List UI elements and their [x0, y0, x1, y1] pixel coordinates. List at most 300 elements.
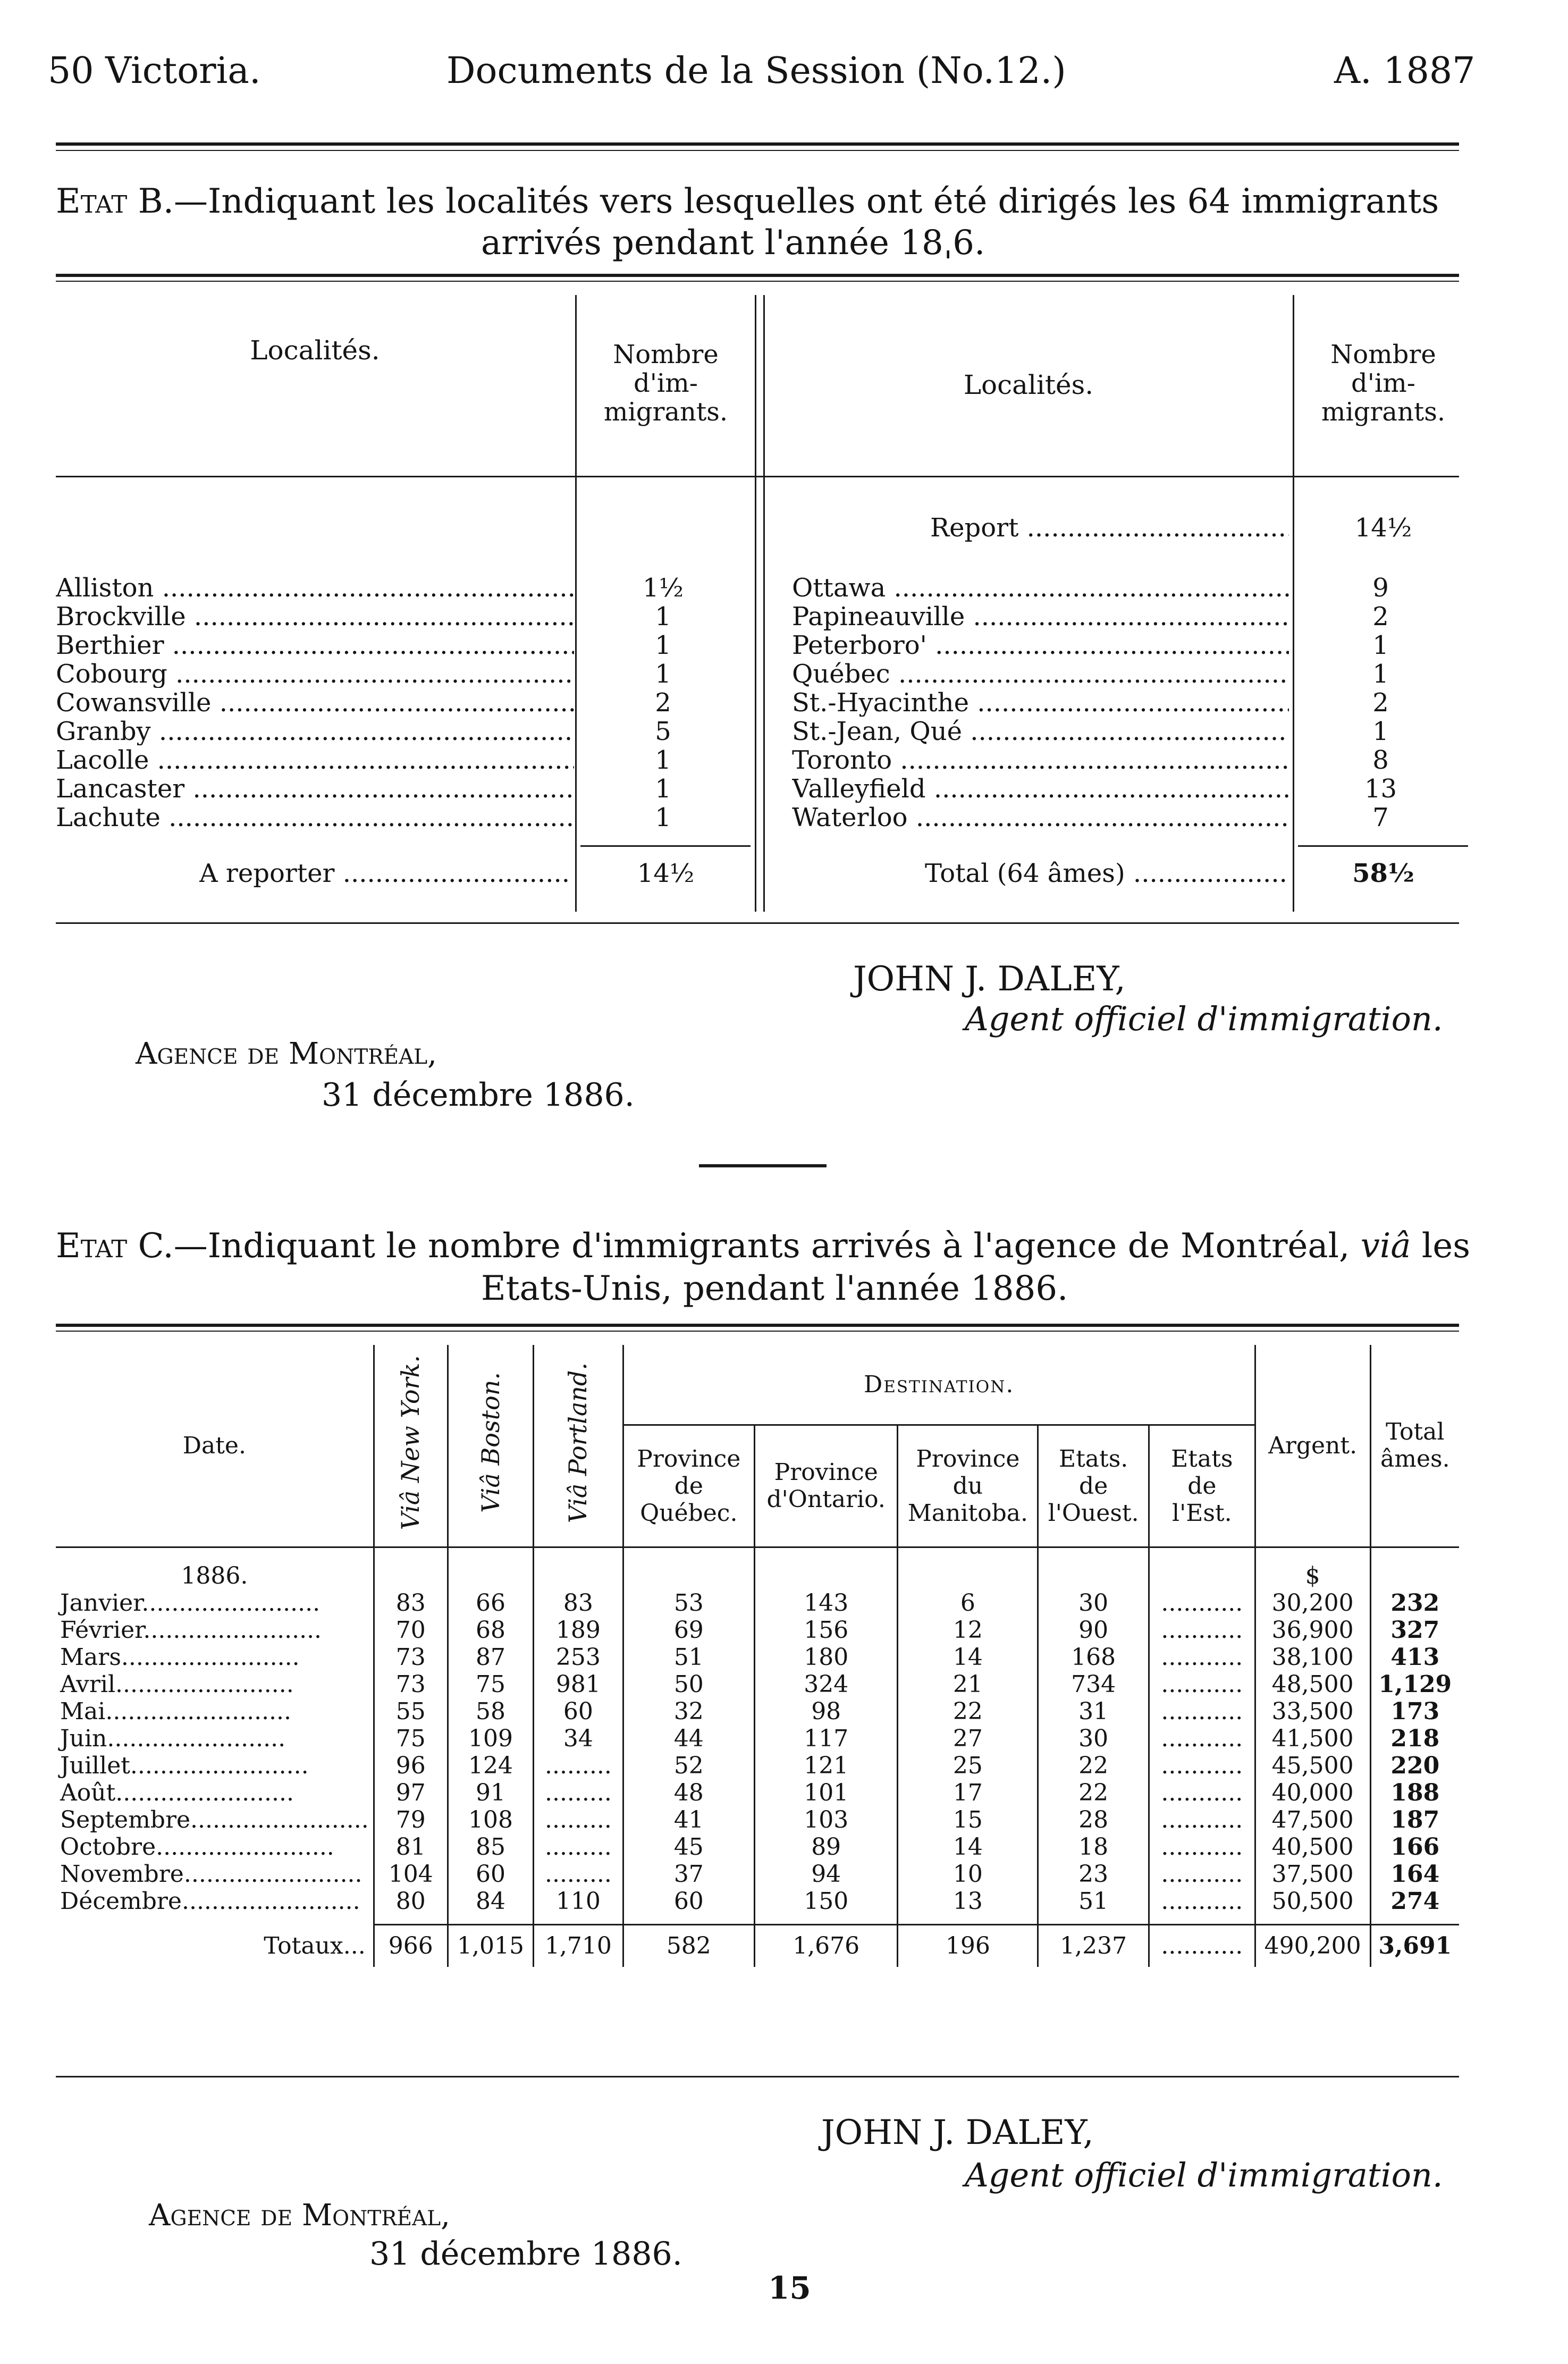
total-label-text: Total (64 âmes): [925, 859, 1125, 888]
col-ontario-line: d'Ontario.: [766, 1486, 886, 1513]
row-name: Valleyfield: [792, 774, 926, 803]
cell-est: ...........: [1149, 1698, 1255, 1725]
etat-c-title-line2: Etats-Unis, pendant l'année 1886.: [481, 1269, 1068, 1308]
month-cell: Octobre........................: [56, 1833, 374, 1861]
col-nombre-line: migrants.: [1321, 397, 1446, 427]
cell-argent: 40,500: [1255, 1833, 1370, 1861]
cell-est: ...........: [1149, 1617, 1255, 1644]
blank-cell: [1038, 1915, 1149, 1924]
blank-cell: [534, 1915, 623, 1924]
etat-b-right-rows: [792, 573, 1472, 831]
signature-2-agency: Agence de Montréal,: [149, 2198, 450, 2233]
month-label: Août: [60, 1779, 116, 1806]
cell-manitoba: 15: [898, 1806, 1038, 1833]
cell-boston: 109: [448, 1725, 533, 1752]
year-cell: 1886.: [56, 1547, 374, 1589]
cell-manitoba: 12: [898, 1617, 1038, 1644]
col-ontario-line: Province: [774, 1459, 878, 1486]
row-value: 7: [1372, 803, 1389, 832]
cell-ny: 97: [374, 1779, 448, 1806]
table-row: [56, 1617, 1459, 1644]
cell-est: ...........: [1149, 1779, 1255, 1806]
row-name: Peterboro': [792, 630, 927, 659]
cell-portland: 60: [534, 1698, 623, 1725]
row-name: Lachute: [56, 803, 161, 831]
row-value: 1: [655, 659, 671, 689]
list-item: [792, 602, 1472, 630]
etat-c-body: [56, 1547, 1459, 1915]
blank-cell: [374, 1915, 448, 1924]
cell-argent: 41,500: [1255, 1725, 1370, 1752]
cell-total: 232: [1390, 1589, 1440, 1617]
etat-b-bottom-rule: [56, 922, 1459, 924]
header-right: A. 1887: [1334, 50, 1476, 92]
col-argent: Argent.: [1255, 1345, 1370, 1547]
cell-ny: 70: [374, 1617, 448, 1644]
cell-ontario: 324: [754, 1671, 897, 1698]
cell-total: 220: [1390, 1752, 1440, 1779]
etat-b-left-total-label: [199, 859, 571, 888]
cell-manitoba: 10: [898, 1861, 1038, 1888]
cell-ny: 73: [374, 1644, 448, 1671]
cell-quebec: 50: [623, 1671, 754, 1698]
table-row: [56, 1861, 1459, 1888]
header-rule-thin: [56, 150, 1459, 151]
dollar-cell: $: [1255, 1547, 1370, 1589]
table-row: [56, 1888, 1459, 1915]
col-via-boston: [448, 1345, 533, 1547]
month-label: Janvier: [60, 1589, 142, 1617]
month-cell: Avril........................: [56, 1671, 374, 1698]
etat-b-col-nombre-right: [1294, 340, 1472, 426]
cell-quebec: 52: [623, 1752, 754, 1779]
signature-2-name: JOHN J. DALEY,: [821, 2113, 1094, 2152]
month-cell: Août........................: [56, 1779, 374, 1806]
cell-ontario: 121: [754, 1752, 897, 1779]
totals-label: Totaux...: [56, 1924, 374, 1967]
list-item: [56, 688, 757, 717]
signature-2-date: 31 décembre 1886.: [369, 2235, 682, 2273]
cell-est: ...........: [1149, 1671, 1255, 1698]
month-label: Avril: [60, 1671, 116, 1698]
cell-quebec: 69: [623, 1617, 754, 1644]
row-name: Waterloo: [792, 803, 908, 831]
blank-cell: [534, 1547, 623, 1589]
row-name: St.-Jean, Qué: [792, 717, 963, 745]
list-item: [792, 774, 1472, 803]
month-label: Février: [60, 1617, 144, 1644]
cell-ontario: 98: [754, 1698, 897, 1725]
blank-cell: [1370, 1915, 1459, 1924]
cell-portland: 981: [534, 1671, 623, 1698]
cell-est: ...........: [1149, 1806, 1255, 1833]
header-left: 50 Victoria.: [48, 50, 261, 92]
cell-manitoba: 22: [898, 1698, 1038, 1725]
month-cell: Mai.........................: [56, 1698, 374, 1725]
row-value: 1: [655, 774, 671, 804]
blank-cell: [898, 1547, 1038, 1589]
col-via-ny-text: Viâ New York.: [396, 1355, 425, 1530]
month-label: Novembre: [60, 1861, 184, 1888]
etat-c-title-line1-post: les: [1411, 1226, 1471, 1266]
total-argent: 490,200: [1255, 1924, 1370, 1967]
etat-c-label: Etat C.: [56, 1226, 174, 1266]
cell-est: ...........: [1149, 1833, 1255, 1861]
month-label: Septembre: [60, 1806, 191, 1833]
etat-b-title-line2: arrivés pendant l'année 18ˌ6.: [481, 223, 985, 263]
col-est-line: de: [1187, 1472, 1217, 1500]
row-value: 1: [1372, 659, 1389, 689]
cell-portland: .........: [534, 1833, 623, 1861]
etat-b-left-total-value: 14½: [637, 859, 695, 888]
cell-ouest: 30: [1038, 1725, 1149, 1752]
cell-argent: 45,500: [1255, 1752, 1370, 1779]
cell-total: 188: [1390, 1779, 1440, 1806]
cell-boston: 108: [448, 1806, 533, 1833]
cell-ny: 75: [374, 1725, 448, 1752]
col-destination: Destination.: [623, 1345, 1255, 1425]
row-value: 2: [1372, 688, 1389, 718]
cell-quebec: 37: [623, 1861, 754, 1888]
page-number: 15: [768, 2270, 811, 2306]
cell-ontario: 103: [754, 1806, 897, 1833]
col-via-portland-text: Viâ Portland.: [563, 1362, 593, 1523]
month-label: Octobre: [60, 1833, 156, 1861]
blank-cell: [754, 1547, 897, 1589]
list-item: [56, 602, 757, 630]
cell-boston: 85: [448, 1833, 533, 1861]
cell-manitoba: 21: [898, 1671, 1038, 1698]
col-ouest-line: Etats.: [1059, 1445, 1128, 1473]
row-value: 1½: [642, 573, 684, 603]
row-value: 1: [655, 745, 671, 775]
etat-c-table: [56, 1345, 1459, 1967]
table-row: [56, 1806, 1459, 1833]
blank-cell: [448, 1547, 533, 1589]
cell-argent: 37,500: [1255, 1861, 1370, 1888]
cell-ouest: 31: [1038, 1698, 1149, 1725]
row-name: Toronto: [792, 745, 892, 774]
cell-total: 166: [1390, 1833, 1440, 1861]
etat-b-title: [56, 181, 1439, 222]
cell-ny: 55: [374, 1698, 448, 1725]
row-value: 1: [655, 803, 671, 832]
cell-boston: 87: [448, 1644, 533, 1671]
table-row: [56, 1725, 1459, 1752]
cell-ouest: 90: [1038, 1617, 1149, 1644]
row-name: Berthier: [56, 630, 164, 659]
etat-b-col-nombre: [577, 340, 755, 426]
cell-total: 1,129: [1378, 1671, 1452, 1698]
month-cell: Mars........................: [56, 1644, 374, 1671]
list-item: [56, 803, 757, 831]
etat-b-sum-rule: [580, 845, 751, 847]
table-row: [56, 1589, 1459, 1617]
cell-boston: 75: [448, 1671, 533, 1698]
etat-c-top-rule: [56, 1324, 1459, 1327]
cell-est: ...........: [1149, 1589, 1255, 1617]
cell-ouest: 734: [1038, 1671, 1149, 1698]
col-manitoba-line: du: [952, 1472, 983, 1500]
cell-ny: 81: [374, 1833, 448, 1861]
list-item: [792, 745, 1472, 774]
etat-c-bottom-rule: [56, 2076, 1459, 2077]
list-item: [792, 573, 1472, 602]
cell-ontario: 150: [754, 1888, 897, 1915]
blank-cell: [1149, 1547, 1255, 1589]
cell-est: ...........: [1149, 1725, 1255, 1752]
row-value: 1: [1372, 717, 1389, 746]
cell-quebec: 32: [623, 1698, 754, 1725]
cell-argent: 30,200: [1255, 1589, 1370, 1617]
col-via-boston-text: Viâ Boston.: [476, 1372, 505, 1513]
totals-row: [56, 1924, 1459, 1967]
sum-rule-row: [56, 1915, 1459, 1924]
row-name: Cobourg: [56, 659, 167, 688]
blank-cell: [1038, 1547, 1149, 1589]
row-value: 2: [1372, 602, 1389, 632]
total-label-text: A reporter: [199, 859, 335, 888]
blank-cell: [1370, 1547, 1459, 1589]
month-cell: Juillet........................: [56, 1752, 374, 1779]
cell-est: ...........: [1149, 1861, 1255, 1888]
cell-quebec: 45: [623, 1833, 754, 1861]
blank-cell: [1255, 1915, 1370, 1924]
cell-boston: 60: [448, 1861, 533, 1888]
cell-ouest: 28: [1038, 1806, 1149, 1833]
cell-argent: 40,000: [1255, 1779, 1370, 1806]
etat-b-report-label: [930, 513, 1289, 543]
row-name: Granby: [56, 717, 151, 745]
list-item: [56, 573, 757, 602]
cell-ny: 96: [374, 1752, 448, 1779]
total-est: ...........: [1149, 1924, 1255, 1967]
col-manitoba: [898, 1425, 1038, 1547]
cell-ny: 79: [374, 1806, 448, 1833]
cell-total: 173: [1390, 1698, 1440, 1725]
cell-portland: .........: [534, 1752, 623, 1779]
total-boston: 1,015: [448, 1924, 533, 1967]
cell-ouest: 22: [1038, 1752, 1149, 1779]
cell-total: 413: [1390, 1644, 1440, 1671]
month-label: Juin: [60, 1725, 107, 1752]
cell-ny: 73: [374, 1671, 448, 1698]
etat-c-header-row-1: [56, 1345, 1459, 1425]
col-via-ny: [374, 1345, 448, 1547]
cell-quebec: 48: [623, 1779, 754, 1806]
col-ouest-line: l'Ouest.: [1048, 1499, 1139, 1527]
row-name: Lacolle: [56, 745, 149, 774]
cell-boston: 84: [448, 1888, 533, 1915]
etat-b-sum-rule: [1298, 845, 1468, 847]
cell-portland: 189: [534, 1617, 623, 1644]
row-name: Lancaster: [56, 774, 185, 803]
cell-manitoba: 25: [898, 1752, 1038, 1779]
month-cell: Novembre........................: [56, 1861, 374, 1888]
cell-portland: .........: [534, 1779, 623, 1806]
list-item: [56, 774, 757, 803]
cell-ontario: 143: [754, 1589, 897, 1617]
total-total: 3,691: [1378, 1932, 1452, 1960]
row-name: St.-Hyacinthe: [792, 688, 969, 717]
etat-b-right-total-label: [925, 859, 1289, 888]
etat-b-title-line1: —Indiquant les localités vers lesquelles ont été dirigés les 64 immigrants: [174, 182, 1439, 221]
month-label: Juillet: [60, 1752, 130, 1779]
table-row: [56, 1698, 1459, 1725]
col-est-line: Etats: [1171, 1445, 1233, 1473]
cell-total: 164: [1390, 1861, 1440, 1888]
cell-quebec: 44: [623, 1725, 754, 1752]
row-value: 8: [1372, 745, 1389, 775]
cell-argent: 50,500: [1255, 1888, 1370, 1915]
row-name: Brockville: [56, 602, 186, 630]
blank-cell: [56, 1915, 374, 1924]
cell-portland: 34: [534, 1725, 623, 1752]
cell-ouest: 22: [1038, 1779, 1149, 1806]
col-manitoba-line: Manitoba.: [907, 1499, 1028, 1527]
etat-b-report-value: 14½: [1354, 513, 1412, 543]
cell-ontario: 101: [754, 1779, 897, 1806]
table-row: [56, 1833, 1459, 1861]
total-manitoba: 196: [898, 1924, 1038, 1967]
col-nombre-line: d'im-: [633, 368, 698, 398]
row-name: Ottawa: [792, 573, 886, 602]
cell-ontario: 89: [754, 1833, 897, 1861]
row-value: 1: [655, 630, 671, 660]
cell-ontario: 180: [754, 1644, 897, 1671]
cell-manitoba: 13: [898, 1888, 1038, 1915]
cell-argent: 47,500: [1255, 1806, 1370, 1833]
col-quebec-line: de: [674, 1472, 703, 1500]
cell-est: ...........: [1149, 1888, 1255, 1915]
list-item: [56, 659, 757, 688]
col-date: Date.: [56, 1345, 374, 1547]
cell-quebec: 51: [623, 1644, 754, 1671]
etat-b-left-rows: [56, 573, 757, 831]
etat-c-title-line1-pre: —Indiquant le nombre d'immigrants arrivés à l'agence de Montréal,: [173, 1226, 1361, 1266]
signature-1-title: Agent officiel d'immigration.: [965, 999, 1443, 1038]
cell-boston: 68: [448, 1617, 533, 1644]
col-total-line: âmes.: [1380, 1445, 1450, 1473]
month-cell: Février........................: [56, 1617, 374, 1644]
col-quebec: [623, 1425, 754, 1547]
col-manitoba-line: Province: [916, 1445, 1020, 1473]
cell-argent: 36,900: [1255, 1617, 1370, 1644]
signature-1-name: JOHN J. DALEY,: [853, 960, 1126, 999]
list-item: [56, 745, 757, 774]
blank-cell: [623, 1915, 754, 1924]
col-nombre-line: Nombre: [613, 340, 719, 369]
cell-ny: 83: [374, 1589, 448, 1617]
month-label: Mai.: [60, 1698, 113, 1725]
cell-ouest: 168: [1038, 1644, 1149, 1671]
cell-argent: 48,500: [1255, 1671, 1370, 1698]
list-item: [792, 630, 1472, 659]
cell-ontario: 156: [754, 1617, 897, 1644]
col-ontario: [754, 1425, 897, 1547]
blank-cell: [623, 1547, 754, 1589]
total-quebec: 582: [623, 1924, 754, 1967]
row-name: Cowansville: [56, 688, 212, 717]
col-total-line: Total: [1386, 1418, 1445, 1446]
col-ouest: [1038, 1425, 1149, 1547]
cell-boston: 91: [448, 1779, 533, 1806]
etat-c-title-via: viâ: [1360, 1226, 1411, 1266]
month-cell: Décembre........................: [56, 1888, 374, 1915]
cell-quebec: 60: [623, 1888, 754, 1915]
blank-cell: [898, 1915, 1038, 1924]
list-item: [56, 717, 757, 745]
row-name: Papineauville: [792, 602, 965, 630]
cell-total: 218: [1390, 1725, 1440, 1752]
cell-manitoba: 14: [898, 1833, 1038, 1861]
cell-ny: 80: [374, 1888, 448, 1915]
month-label: Décembre: [60, 1888, 182, 1915]
cell-quebec: 41: [623, 1806, 754, 1833]
row-value: 5: [655, 717, 671, 746]
blank-cell: [754, 1915, 897, 1924]
signature-1-agency: Agence de Montréal,: [136, 1037, 437, 1071]
cell-est: ...........: [1149, 1752, 1255, 1779]
list-item: [792, 717, 1472, 745]
cell-ouest: 51: [1038, 1888, 1149, 1915]
etat-b-top-rule-thin: [56, 281, 1459, 282]
blank-cell: [448, 1915, 533, 1924]
header-center: Documents de la Session (No.12.): [446, 50, 1066, 92]
cell-ontario: 94: [754, 1861, 897, 1888]
etat-c-title: [56, 1225, 1470, 1267]
row-value: 9: [1372, 573, 1389, 603]
cell-ontario: 117: [754, 1725, 897, 1752]
cell-argent: 33,500: [1255, 1698, 1370, 1725]
cell-portland: .........: [534, 1861, 623, 1888]
cell-boston: 58: [448, 1698, 533, 1725]
cell-ouest: 18: [1038, 1833, 1149, 1861]
blank-cell: [1149, 1915, 1255, 1924]
cell-ny: 104: [374, 1861, 448, 1888]
etat-b-right-total-value: 58½: [1352, 859, 1414, 888]
cell-total: 274: [1390, 1888, 1440, 1915]
month-cell: Janvier........................: [56, 1589, 374, 1617]
table-row: [56, 1671, 1459, 1698]
etat-b-top-rule: [56, 274, 1459, 277]
cell-boston: 124: [448, 1752, 533, 1779]
cell-boston: 66: [448, 1589, 533, 1617]
row-value: 2: [655, 688, 671, 718]
etat-b-label: Etat B.: [56, 182, 174, 221]
col-total: [1370, 1345, 1459, 1547]
cell-ouest: 23: [1038, 1861, 1149, 1888]
cell-manitoba: 27: [898, 1725, 1038, 1752]
cell-argent: 38,100: [1255, 1644, 1370, 1671]
col-nombre-line: Nombre: [1330, 340, 1436, 369]
cell-ouest: 30: [1038, 1589, 1149, 1617]
month-cell: Septembre........................: [56, 1806, 374, 1833]
row-value: 13: [1364, 774, 1397, 804]
cell-portland: 83: [534, 1589, 623, 1617]
col-est: [1149, 1425, 1255, 1547]
month-label: Mars: [60, 1644, 121, 1671]
cell-portland: 253: [534, 1644, 623, 1671]
total-ouest: 1,237: [1038, 1924, 1149, 1967]
table-row: [56, 1547, 1459, 1589]
list-item: [792, 803, 1472, 831]
col-est-line: l'Est.: [1172, 1499, 1232, 1527]
cell-est: ...........: [1149, 1644, 1255, 1671]
col-nombre-line: d'im-: [1351, 368, 1415, 398]
section-divider: [699, 1164, 827, 1167]
etat-b-col-rule: [763, 295, 765, 912]
